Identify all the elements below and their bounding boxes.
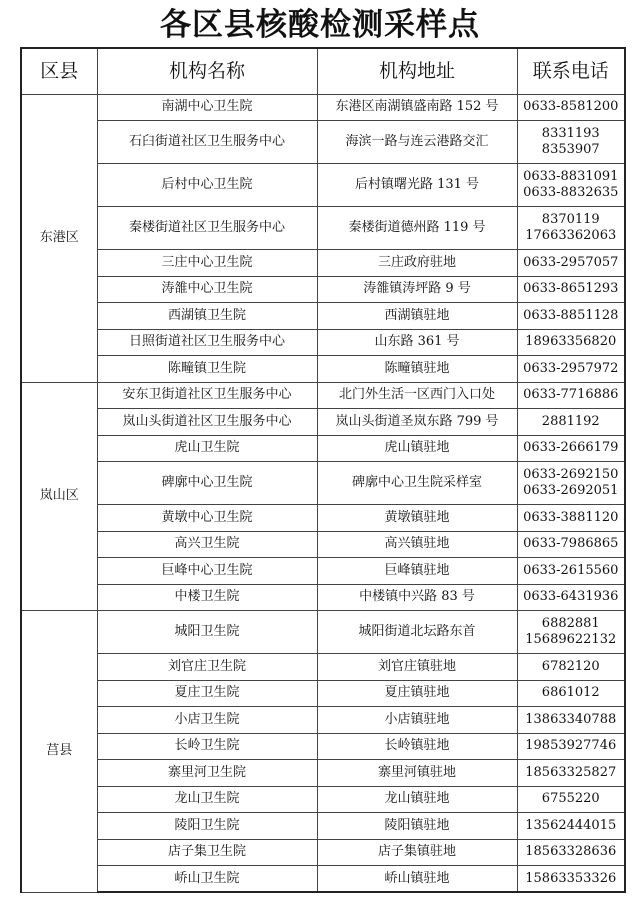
institution-address-cell: 龙山镇驻地 [317, 786, 517, 813]
table-row [21, 584, 625, 611]
table-row [21, 654, 625, 681]
phone-cell: 6782120 [517, 654, 625, 681]
phone-cell: 13863340788 [517, 707, 625, 734]
institution-address-cell: 北门外生活一区西门入口处 [317, 382, 517, 409]
institution-address-cell: 山东路 361 号 [317, 329, 517, 356]
institution-name-cell: 高兴卫生院 [97, 531, 317, 558]
phone-cell: 13562444015 [517, 813, 625, 840]
phone-cell: 0633-8831091 0633-8832635 [517, 164, 625, 207]
table-row [21, 382, 625, 409]
institution-name-cell: 西湖镇卫生院 [97, 303, 317, 330]
institution-address-cell: 陈疃镇驻地 [317, 356, 517, 383]
institution-address-cell: 陵阳镇驻地 [317, 813, 517, 840]
phone-cell: 0633-2957057 [517, 250, 625, 277]
table-body [21, 94, 625, 892]
institution-name-cell: 三庄中心卫生院 [97, 250, 317, 277]
institution-name-cell: 碑廓中心卫生院 [97, 462, 317, 505]
table-row [21, 707, 625, 734]
header-address: 机构地址 [317, 48, 517, 94]
table-row [21, 505, 625, 532]
phone-cell: 6755220 [517, 786, 625, 813]
institution-name-cell: 日照街道社区卫生服务中心 [97, 329, 317, 356]
institution-address-cell: 长岭镇驻地 [317, 733, 517, 760]
institution-name-cell: 南湖中心卫生院 [97, 94, 317, 121]
sampling-sites-table [20, 47, 626, 893]
table-row [21, 839, 625, 866]
table-row [21, 813, 625, 840]
table-row [21, 250, 625, 277]
institution-address-cell: 三庄政府驻地 [317, 250, 517, 277]
institution-address-cell: 小店镇驻地 [317, 707, 517, 734]
table-row [21, 611, 625, 654]
institution-address-cell: 碑廓中心卫生院采样室 [317, 462, 517, 505]
phone-cell: 0633-8651293 [517, 276, 625, 303]
phone-cell: 19853927746 [517, 733, 625, 760]
institution-address-cell: 店子集镇驻地 [317, 839, 517, 866]
district-cell: 东港区 [21, 94, 97, 382]
institution-address-cell: 后村镇曙光路 131 号 [317, 164, 517, 207]
institution-name-cell: 陈疃镇卫生院 [97, 356, 317, 383]
institution-name-cell: 陵阳卫生院 [97, 813, 317, 840]
phone-cell: 0633-8581200 [517, 94, 625, 121]
institution-name-cell: 秦楼街道社区卫生服务中心 [97, 207, 317, 250]
institution-address-cell: 秦楼街道德州路 119 号 [317, 207, 517, 250]
table-row [21, 207, 625, 250]
table-row [21, 303, 625, 330]
phone-cell: 0633-8851128 [517, 303, 625, 330]
institution-address-cell: 中楼镇中兴路 83 号 [317, 584, 517, 611]
phone-cell: 0633-7986865 [517, 531, 625, 558]
phone-cell: 0633-2957972 [517, 356, 625, 383]
institution-name-cell: 涛雒中心卫生院 [97, 276, 317, 303]
phone-cell: 8370119 17663362063 [517, 207, 625, 250]
table-row [21, 760, 625, 787]
institution-address-cell: 峤山镇驻地 [317, 866, 517, 893]
phone-cell: 0633-2692150 0633-2692051 [517, 462, 625, 505]
phone-cell: 18563328636 [517, 839, 625, 866]
table-row [21, 733, 625, 760]
institution-name-cell: 小店卫生院 [97, 707, 317, 734]
table-row [21, 329, 625, 356]
institution-address-cell: 高兴镇驻地 [317, 531, 517, 558]
table-row [21, 680, 625, 707]
institution-address-cell: 西湖镇驻地 [317, 303, 517, 330]
table-row [21, 164, 625, 207]
phone-cell: 0633-6431936 [517, 584, 625, 611]
phone-cell: 8331193 8353907 [517, 121, 625, 164]
institution-name-cell: 长岭卫生院 [97, 733, 317, 760]
phone-cell: 18563325827 [517, 760, 625, 787]
institution-name-cell: 后村中心卫生院 [97, 164, 317, 207]
table-row [21, 94, 625, 121]
header-phone: 联系电话 [517, 48, 625, 94]
table-header-row [21, 48, 625, 94]
phone-cell: 6861012 [517, 680, 625, 707]
institution-name-cell: 峤山卫生院 [97, 866, 317, 893]
institution-address-cell: 岚山头街道圣岚东路 799 号 [317, 409, 517, 436]
table-row [21, 462, 625, 505]
institution-name-cell: 中楼卫生院 [97, 584, 317, 611]
table-row [21, 786, 625, 813]
institution-name-cell: 夏庄卫生院 [97, 680, 317, 707]
institution-address-cell: 虎山镇驻地 [317, 435, 517, 462]
table-row [21, 531, 625, 558]
table-row [21, 866, 625, 893]
table-row [21, 356, 625, 383]
district-cell: 莒县 [21, 611, 97, 893]
institution-address-cell: 刘官庄镇驻地 [317, 654, 517, 681]
page-title: 各区县核酸检测采样点 [160, 7, 480, 43]
institution-address-cell: 涛雒镇涛坪路 9 号 [317, 276, 517, 303]
table-row [21, 409, 625, 436]
table-row [21, 121, 625, 164]
phone-cell: 0633-2615560 [517, 558, 625, 585]
institution-name-cell: 刘官庄卫生院 [97, 654, 317, 681]
institution-name-cell: 石臼街道社区卫生服务中心 [97, 121, 317, 164]
institution-address-cell: 东港区南湖镇盛南路 152 号 [317, 94, 517, 121]
institution-address-cell: 黄墩镇驻地 [317, 505, 517, 532]
table-row [21, 558, 625, 585]
phone-cell: 0633-3881120 [517, 505, 625, 532]
table-row [21, 435, 625, 462]
institution-name-cell: 安东卫街道社区卫生服务中心 [97, 382, 317, 409]
phone-cell: 15863353326 [517, 866, 625, 893]
institution-name-cell: 寨里河卫生院 [97, 760, 317, 787]
institution-address-cell: 海滨一路与连云港路交汇 [317, 121, 517, 164]
phone-cell: 18963356820 [517, 329, 625, 356]
institution-address-cell: 夏庄镇驻地 [317, 680, 517, 707]
phone-cell: 0633-2666179 [517, 435, 625, 462]
district-cell: 岚山区 [21, 382, 97, 611]
header-district: 区县 [21, 48, 97, 94]
institution-name-cell: 岚山头街道社区卫生服务中心 [97, 409, 317, 436]
institution-address-cell: 寨里河镇驻地 [317, 760, 517, 787]
institution-address-cell: 巨峰镇驻地 [317, 558, 517, 585]
phone-cell: 2881192 [517, 409, 625, 436]
institution-address-cell: 城阳街道北坛路东首 [317, 611, 517, 654]
table-row [21, 276, 625, 303]
institution-name-cell: 店子集卫生院 [97, 839, 317, 866]
institution-name-cell: 虎山卫生院 [97, 435, 317, 462]
phone-cell: 0633-7716886 [517, 382, 625, 409]
institution-name-cell: 巨峰中心卫生院 [97, 558, 317, 585]
header-name: 机构名称 [97, 48, 317, 94]
institution-name-cell: 黄墩中心卫生院 [97, 505, 317, 532]
institution-name-cell: 城阳卫生院 [97, 611, 317, 654]
phone-cell: 6882881 15689622132 [517, 611, 625, 654]
institution-name-cell: 龙山卫生院 [97, 786, 317, 813]
